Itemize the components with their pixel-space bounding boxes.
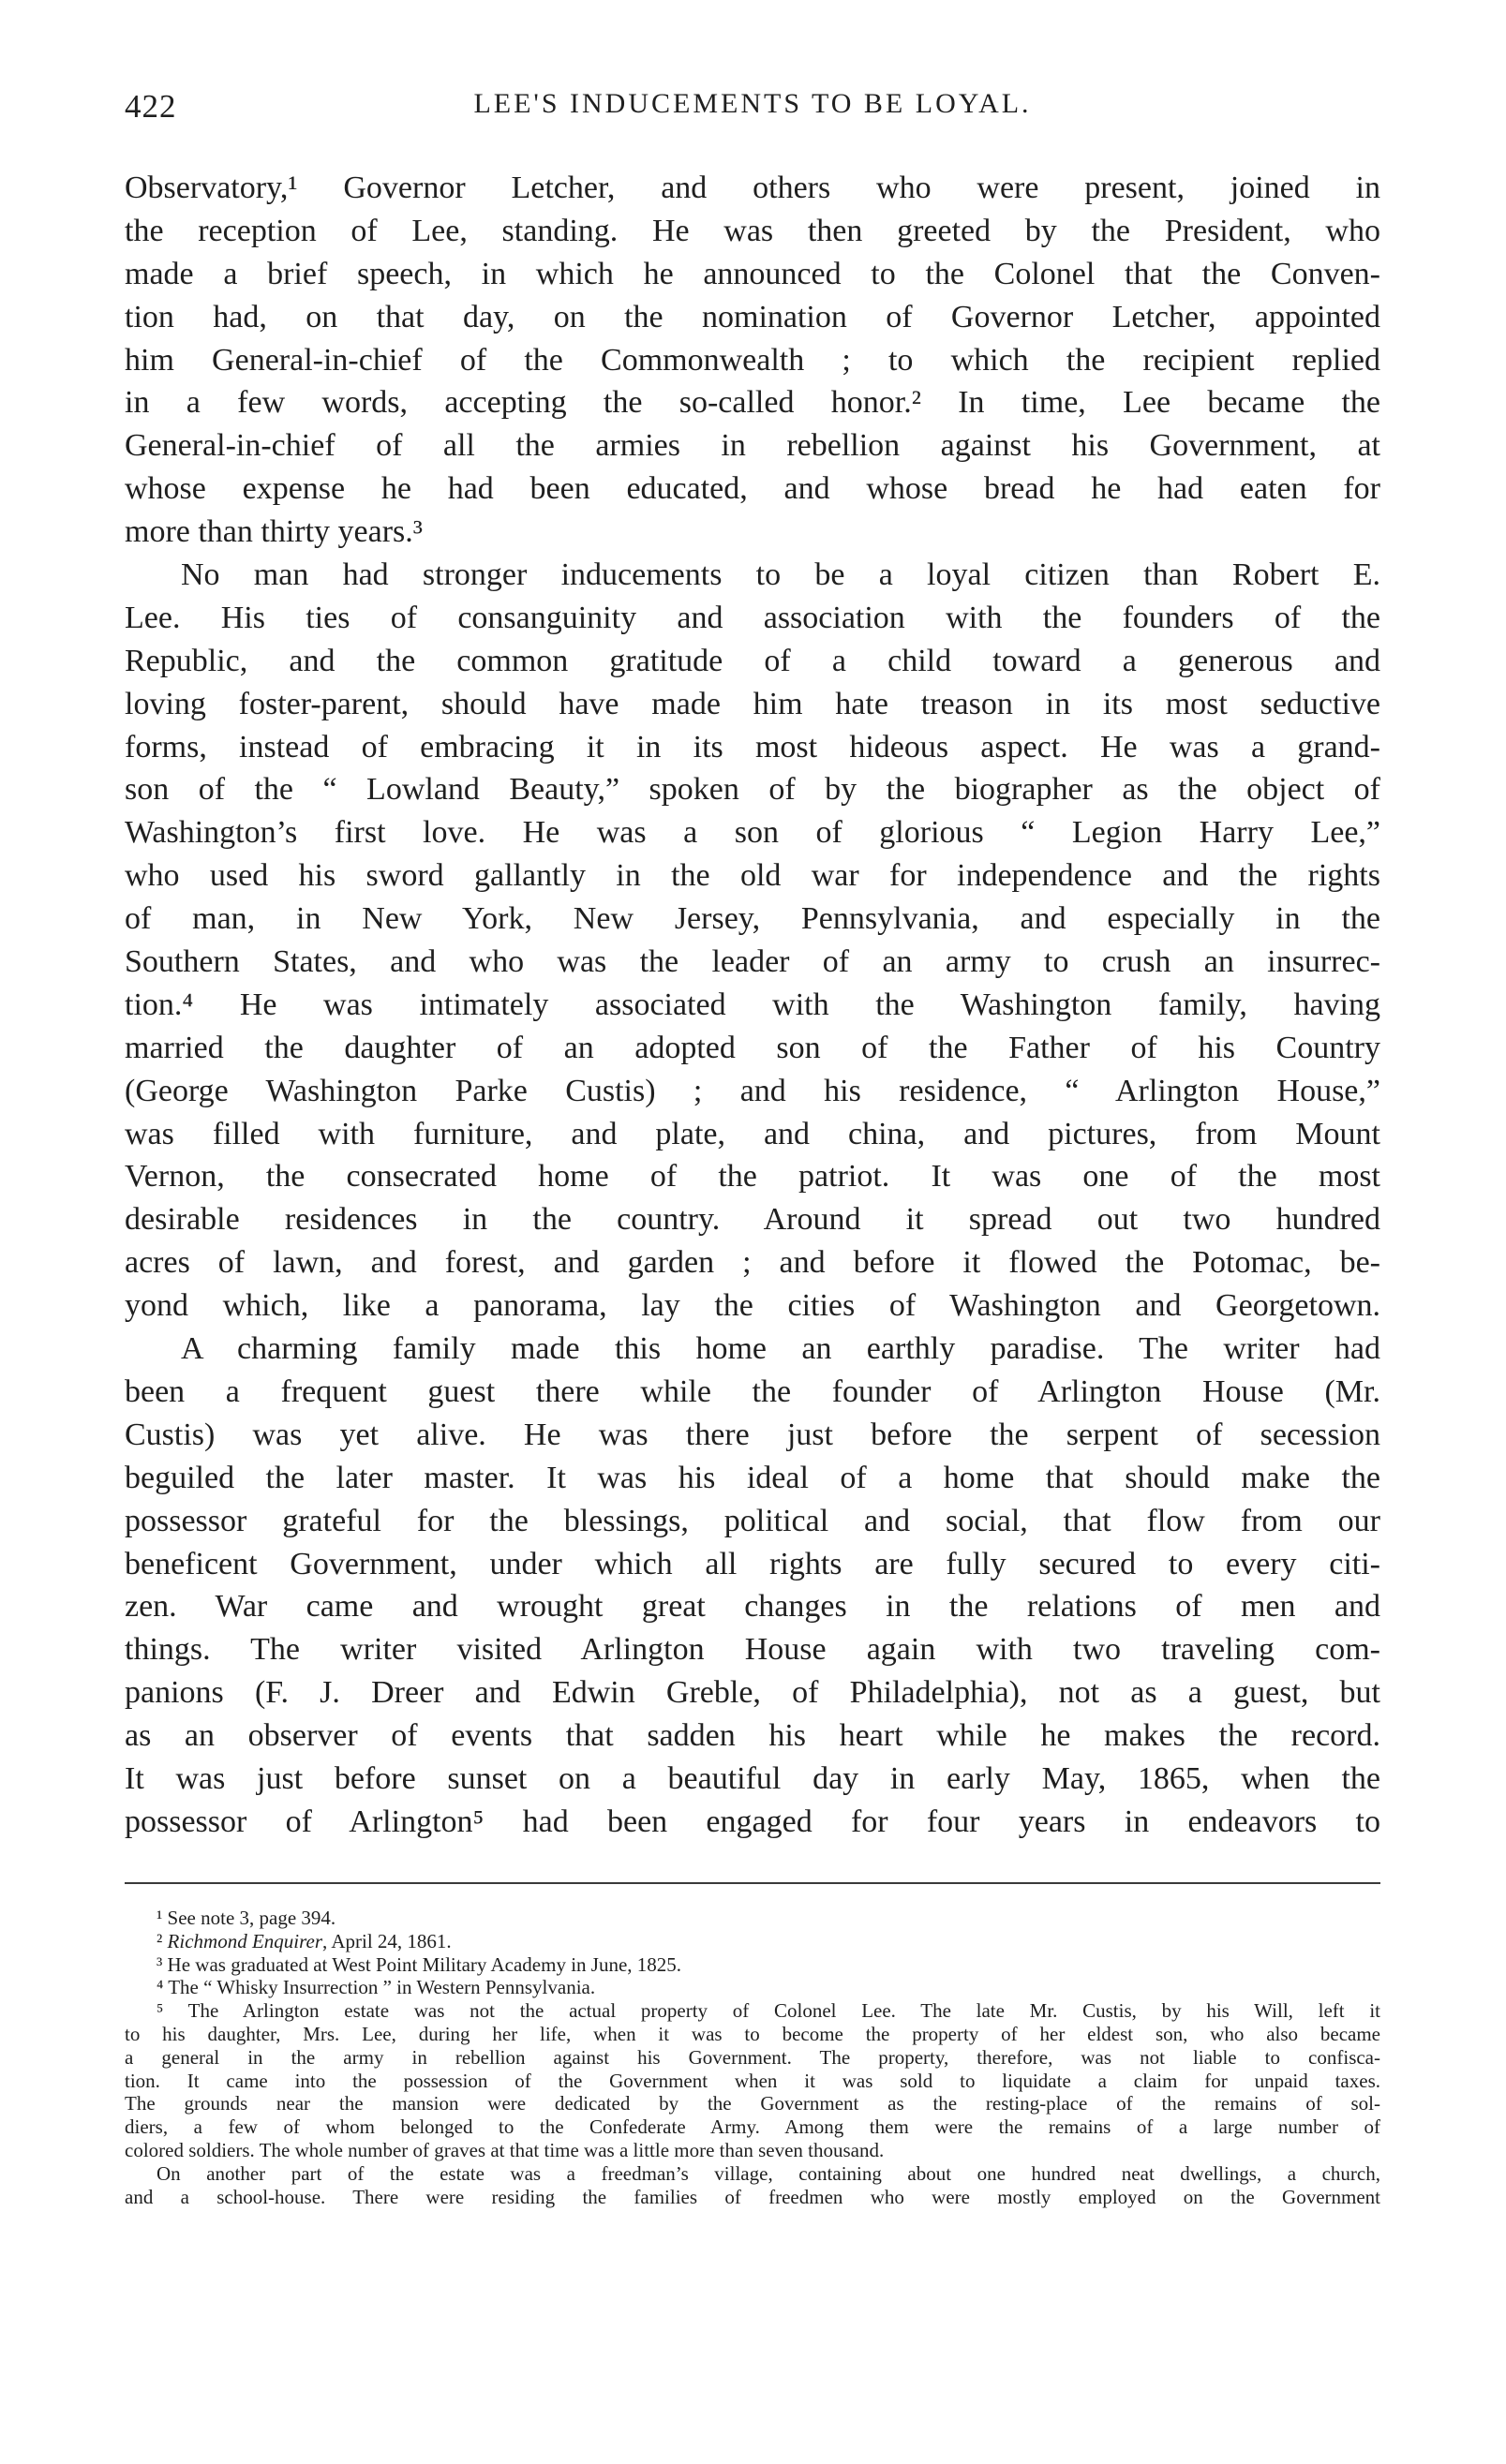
footnote-line: ³ He was graduated at West Point Military Academy in June, 1825.: [157, 1952, 682, 1976]
body-text: [125, 167, 1380, 1844]
text-line: of man, in New York, New Jersey, Pennsylvania, and especially in the: [125, 901, 1380, 937]
footnote-2: [125, 1930, 1380, 1953]
page-number: 422: [125, 88, 177, 125]
text-line: Lee. His ties of consanguinity and association with the founders of the: [125, 600, 1380, 635]
footnote-5: [125, 1999, 1380, 2162]
footnote-5-continued: [125, 2162, 1380, 2209]
text-line: been a frequent guest there while the founder of Arlington House (Mr.: [125, 1373, 1380, 1409]
footnote-line: On another part of the estate was a freedman’s village, containing about one hundred neat dwellings, a church,: [157, 2161, 1380, 2185]
paragraph-1: [125, 167, 1380, 554]
paragraph-3: [125, 1328, 1380, 1844]
text-line: A charming family made this home an earthly paradise. The writer had: [181, 1331, 1380, 1367]
text-line: the reception of Lee, standing. He was then greeted by the President, who: [125, 213, 1380, 248]
text-line: tion had, on that day, on the nomination of Governor Letcher, appointed: [125, 299, 1380, 334]
text-line: Vernon, the consecrated home of the patriot. It was one of the most: [125, 1159, 1380, 1195]
text-line: in a few words, accepting the so-called honor.² In time, Lee became the: [125, 385, 1380, 421]
footnote-line: ¹ See note 3, page 394.: [157, 1907, 336, 1929]
text-line: General-in-chief of all the armies in rebellion against his Government, at: [125, 428, 1380, 464]
footnotes: [125, 1907, 1380, 2208]
text-line: who used his sword gallantly in the old war for independence and the rights: [125, 858, 1380, 894]
text-line: forms, instead of embracing it in its most hideous aspect. He was a grand-: [125, 729, 1380, 764]
text-line: panions (F. J. Dreer and Edwin Greble, of Philadelphia), not as a guest, but: [125, 1675, 1380, 1711]
text-line: zen. War came and wrought great changes in the relations of men and: [125, 1589, 1380, 1625]
footnote-line: The grounds near the mansion were dedicated by the Government as the resting-place of the remains of sol-: [125, 2092, 1380, 2115]
text-line: Custis) was yet alive. He was there just before the serpent of secession: [125, 1417, 1380, 1452]
footnote-divider: [125, 1882, 1380, 1884]
footnote-line: ⁴ The “ Whisky Insurrection ” in Western Pennsylvania.: [157, 1976, 596, 1999]
footnote-4: [125, 1976, 1380, 1999]
text-line: tion.⁴ He was intimately associated with the Washington family, having: [125, 987, 1380, 1022]
text-line: (George Washington Parke Custis) ; and his residence, “ Arlington House,”: [125, 1073, 1380, 1108]
text-line: beneficent Government, under which all rights are fully secured to every citi-: [125, 1546, 1380, 1581]
text-line: was filled with furniture, and plate, and china, and pictures, from Mount: [125, 1116, 1380, 1151]
text-line: loving foster-parent, should have made him hate treason in its most seductive: [125, 686, 1380, 721]
text-line: him General-in-chief of the Commonwealth ; to which the recipient replied: [125, 342, 1380, 378]
text-line: acres of lawn, and forest, and garden ; and before it flowed the Potomac, be-: [125, 1245, 1380, 1281]
text-line: Washington’s first love. He was a son of glorious “ Legion Harry Lee,”: [125, 815, 1380, 851]
text-line: possessor of Arlington⁵ had been engaged for four years in endeavors to: [125, 1803, 1380, 1839]
text-line: desirable residences in the country. Around it spread out two hundred: [125, 1202, 1380, 1238]
page-header: [125, 88, 1380, 135]
text-line: married the daughter of an adopted son of the Father of his Country: [125, 1030, 1380, 1065]
footnote-1: [125, 1907, 1380, 1930]
text-line: things. The writer visited Arlington House again with two traveling com-: [125, 1632, 1380, 1668]
footnote-line: diers, a few of whom belonged to the Confederate Army. Among them were the remains of a large number of: [125, 2115, 1380, 2139]
text-line: as an observer of events that sadden his heart while he makes the record.: [125, 1718, 1380, 1754]
newspaper-title: Richmond Enquirer: [167, 1929, 322, 1952]
footnote-line: colored soldiers. The whole number of graves at that time was a little more than seven thousand.: [125, 2138, 885, 2161]
text-line: Republic, and the common gratitude of a child toward a generous and: [125, 643, 1380, 678]
text-line: Observatory,¹ Governor Letcher, and others who were present, joined in: [125, 171, 1380, 205]
text-line: No man had stronger inducements to be a loyal citizen than Robert E.: [181, 557, 1380, 593]
footnote-date: , April 24, 1861.: [322, 1929, 452, 1952]
footnote-marker: ²: [157, 1929, 163, 1952]
footnote-line: tion. It came into the possession of the Government when it was sold to liquidate a claim for unpaid taxes.: [125, 2069, 1380, 2092]
footnote-line: to his daughter, Mrs. Lee, during her life, when it was to become the property of her eldest son, who also became: [125, 2022, 1380, 2045]
text-line: son of the “ Lowland Beauty,” spoken of by the biographer as the object of: [125, 772, 1380, 808]
text-line: yond which, like a panorama, lay the cities of Washington and Georgetown.: [125, 1288, 1380, 1324]
running-title: LEE'S INDUCEMENTS TO BE LOYAL.: [473, 88, 1032, 119]
text-line: made a brief speech, in which he announced to the Colonel that the Conven-: [125, 256, 1380, 291]
text-line: beguiled the later master. It was his ideal of a home that should make the: [125, 1460, 1380, 1495]
text-line: Southern States, and who was the leader of an army to crush an insurrec-: [125, 944, 1380, 980]
text-line: more than thirty years.³: [125, 514, 423, 550]
footnote-line: a general in the army in rebellion against his Government. The property, therefore, was not liable to confisca-: [125, 2045, 1380, 2069]
paragraph-2: [125, 554, 1380, 1328]
footnote-line: ⁵ The Arlington estate was not the actual property of Colonel Lee. The late Mr. Custis, by his Will, left it: [157, 1999, 1380, 2023]
text-line: possessor grateful for the blessings, political and social, that flow from our: [125, 1503, 1380, 1538]
text-line: It was just before sunset on a beautiful day in early May, 1865, when the: [125, 1760, 1380, 1796]
text-line: whose expense he had been educated, and whose bread he had eaten for: [125, 471, 1380, 507]
footnote-line: and a school-house. There were residing the families of freedmen who were mostly employed on the Government: [125, 2185, 1380, 2208]
footnote-line: [125, 1930, 1380, 1953]
footnote-3: [125, 1953, 1380, 1977]
